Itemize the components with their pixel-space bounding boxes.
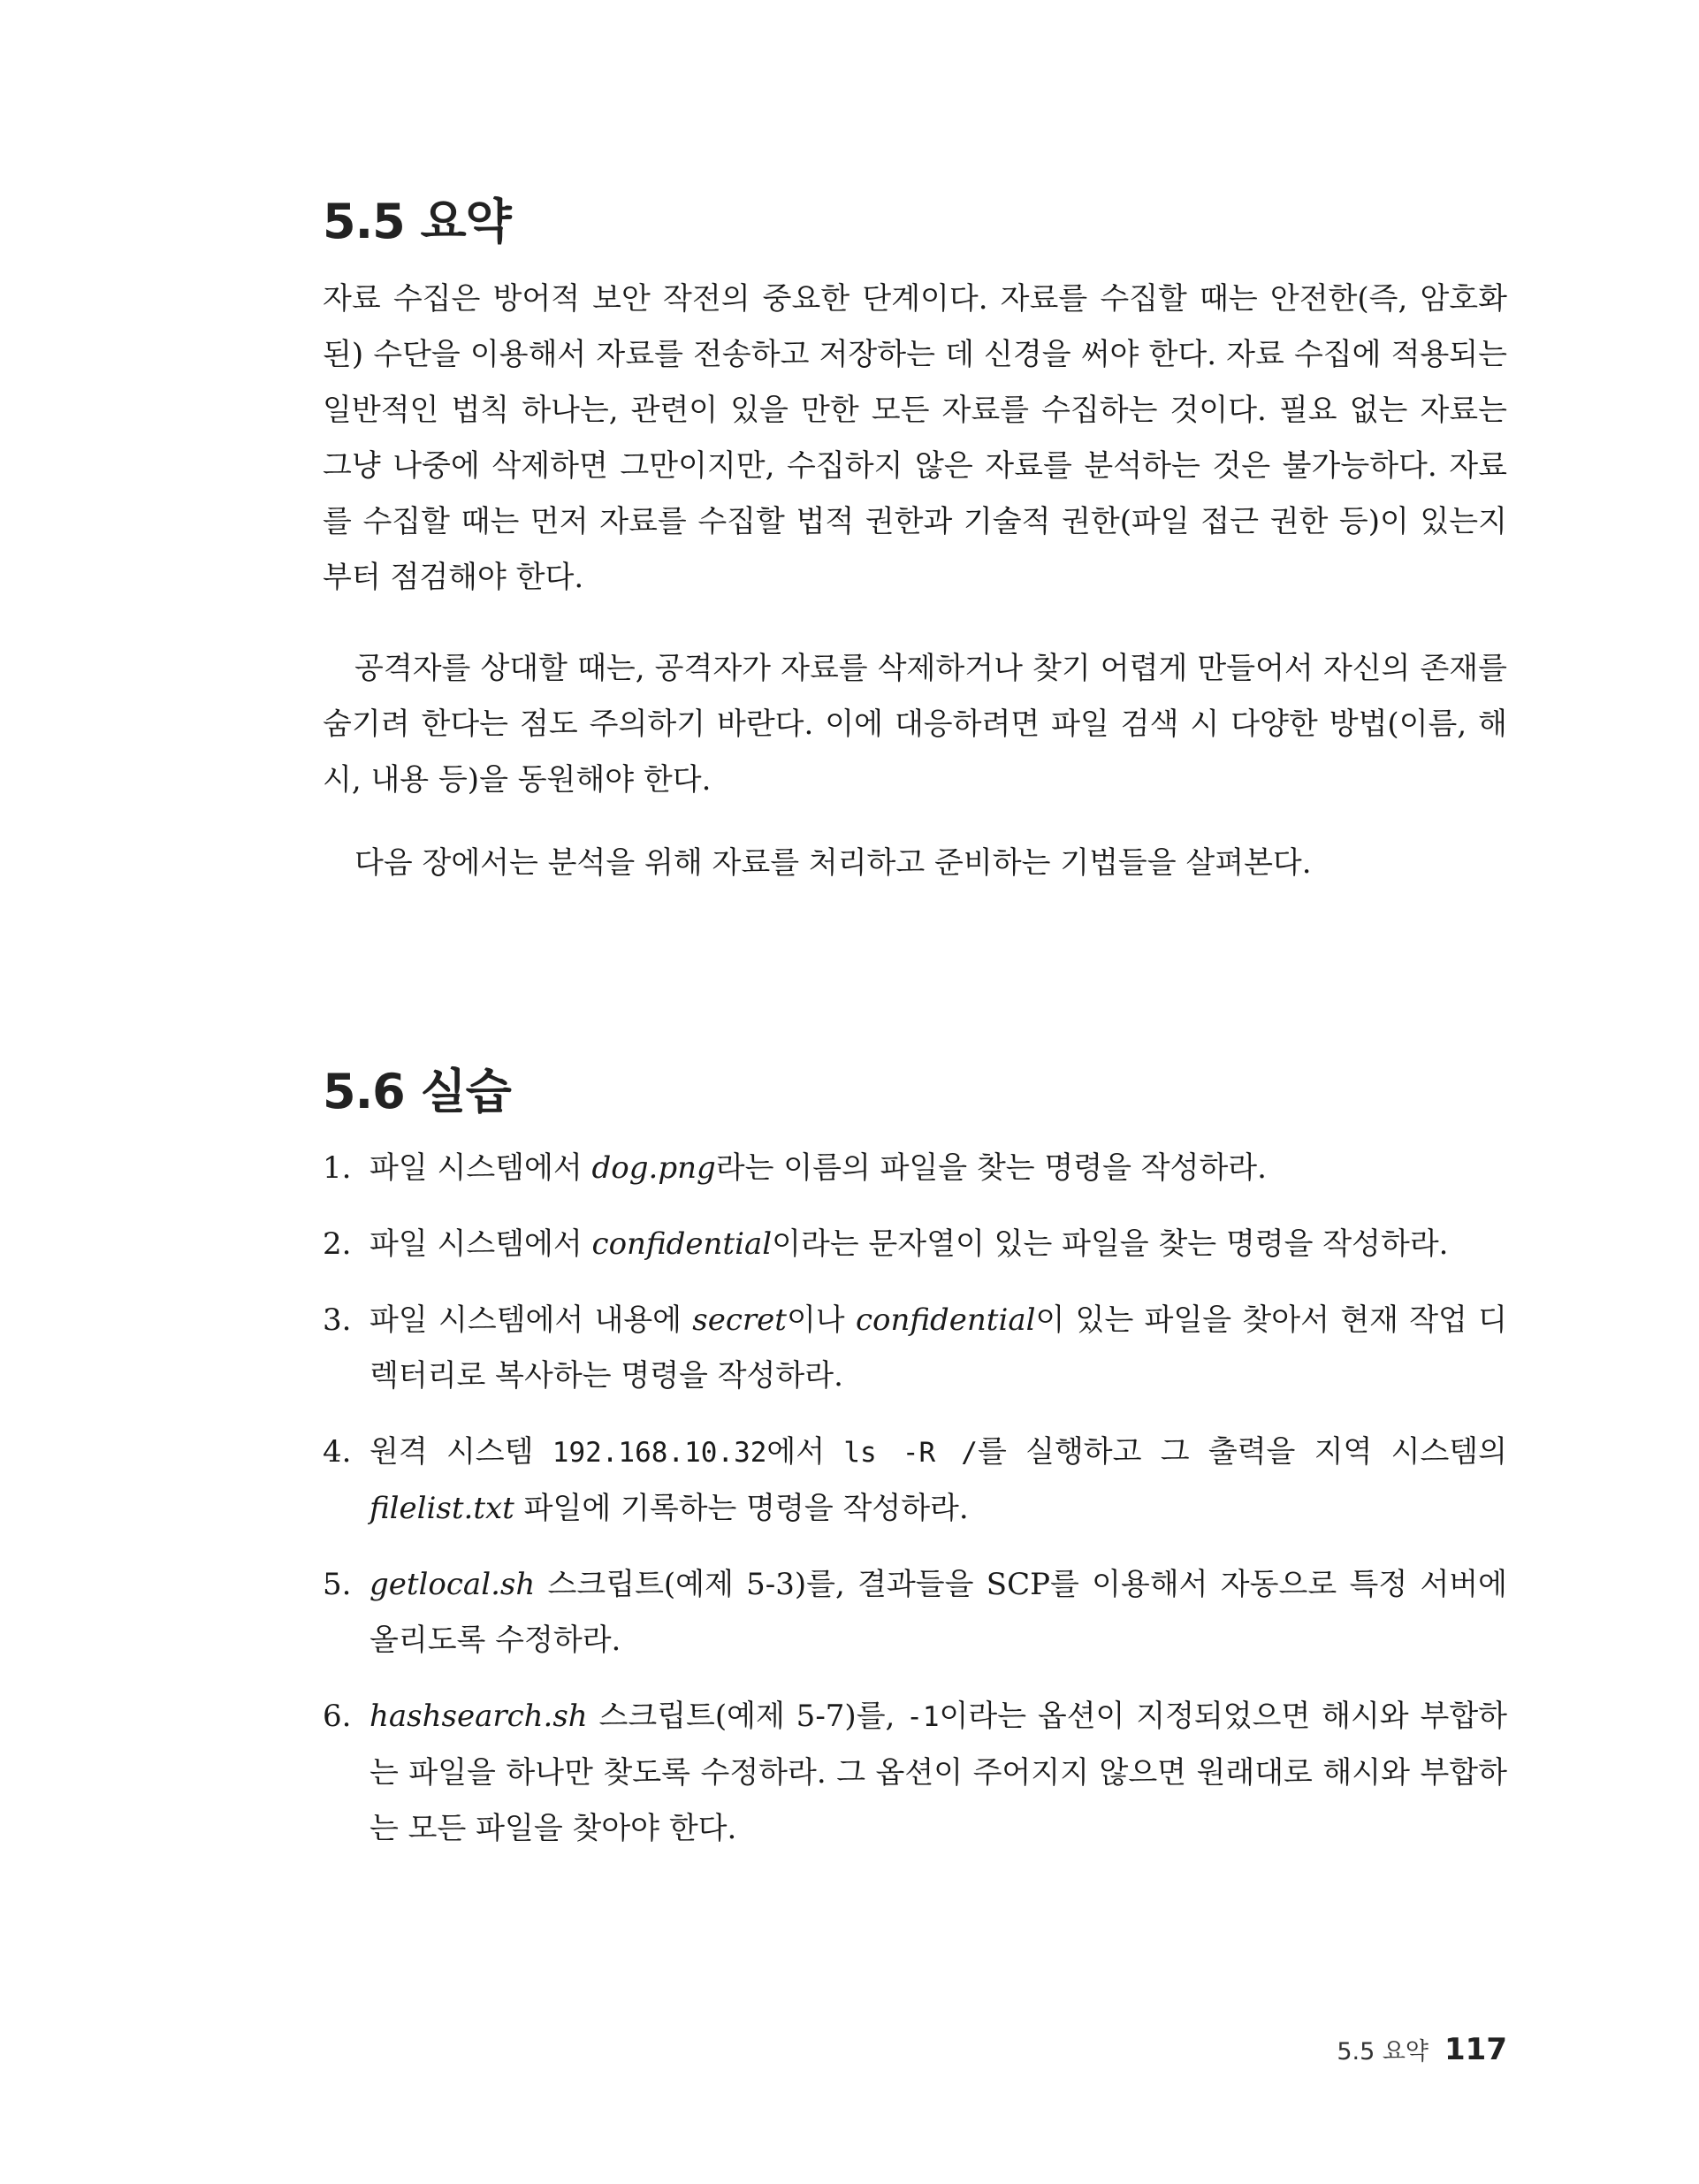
keyword-term: confidential <box>591 1226 773 1262</box>
filename-term: dog.png <box>591 1150 716 1186</box>
exercise-number: 1. <box>323 1150 352 1186</box>
page-number: 117 <box>1444 2032 1507 2067</box>
exercise-text: 이라는 옵션이 지정되었으면 해시와 부합하는 파일을 하나만 찾도록 수정하라. 그 옵션이 주어지지 않으면 원래대로 해시와 부합하는 모든 파일을 찾아야 한다. <box>370 1699 1508 1846</box>
exercise-item-5 <box>323 1557 1507 1669</box>
exercise-item-3 <box>323 1293 1507 1404</box>
exercise-number: 6. <box>323 1699 352 1734</box>
exercise-text: 파일 시스템에서 <box>370 1226 592 1262</box>
option-code: -1 <box>906 1701 940 1733</box>
summary-paragraph-3: 다음 장에서는 분석을 위해 자료를 처리하고 준비하는 기법들을 살펴본다. <box>354 845 1312 881</box>
summary-paragraph-1: 자료 수집은 방어적 보안 작전의 중요한 단계이다. 자료를 수집할 때는 안전한(즉, 암호화된) 수단을 이용해서 자료를 전송하고 저장하는 데 신경을 써야 한다. 자료 수집에 적용되는 일반적인 법칙 하나는, 관련이 있을 만한 모든 자료를 수집하는 것이다. 필요 없는 자료는 그냥 나중에 삭제하면 그만이지만, 수집하지 않은 자료를 분석하는 것은 불가능하다. 자료를 수집할 때는 먼저 자료를 수집할 법적 권한과 기술적 권한(파일 접근 권한 등)이 있는지부터 점검해야 한다. <box>323 281 1507 595</box>
exercise-number: 3. <box>323 1302 352 1338</box>
exercise-text: 라는 이름의 파일을 찾는 명령을 작성하라. <box>715 1150 1267 1186</box>
exercise-text: 스크립트(예제 5-3)를, 결과들을 SCP를 이용해서 자동으로 특정 서버에 올리도록 수정하라. <box>370 1567 1507 1658</box>
exercise-text: 이나 <box>786 1302 856 1338</box>
summary-paragraph-2: 공격자를 상대할 때는, 공격자가 자료를 삭제하거나 찾기 어렵게 만들어서 자신의 존재를 숨기려 한다는 점도 주의하기 바란다. 이에 대응하려면 파일 검색 시 다양한 방법(이름, 해시, 내용 등)을 동원해야 한다. <box>323 651 1507 798</box>
keyword-term: secret <box>692 1302 787 1338</box>
exercise-item-6 <box>323 1689 1507 1857</box>
keyword-term: confidential <box>855 1302 1036 1338</box>
section-heading-practice: 5.6 실습 <box>323 1064 511 1119</box>
exercise-item-2 <box>323 1217 1507 1272</box>
ip-address-code: 192.168.10.32 <box>552 1437 767 1469</box>
exercise-item-4 <box>323 1424 1507 1537</box>
exercise-list <box>323 1141 1507 1877</box>
filename-term: filelist.txt <box>370 1491 514 1526</box>
exercise-text: 스크립트(예제 5-7)를, <box>587 1699 907 1734</box>
command-code: ls -R / <box>843 1437 978 1469</box>
page-footer <box>1337 2032 1507 2067</box>
exercise-text: 원격 시스템 <box>370 1434 552 1470</box>
exercise-text: 이라는 문자열이 있는 파일을 찾는 명령을 작성하라. <box>772 1226 1449 1262</box>
running-head: 5.5 요약 <box>1337 2038 1429 2066</box>
exercise-item-1 <box>323 1141 1507 1196</box>
exercise-number: 2. <box>323 1226 352 1262</box>
exercise-text: 에서 <box>766 1434 844 1470</box>
exercise-text: 파일에 기록하는 명령을 작성하라. <box>514 1491 969 1526</box>
script-name-term: hashsearch.sh <box>370 1699 588 1734</box>
exercise-text: 이 있는 파일을 찾아서 현재 작업 디렉터리로 복사하는 명령을 작성하라. <box>370 1302 1508 1394</box>
section-heading-summary: 5.5 요약 <box>323 194 511 249</box>
exercise-text: 를 실행하고 그 출력을 지역 시스템의 <box>977 1434 1507 1470</box>
exercise-text: 파일 시스템에서 내용에 <box>370 1302 693 1338</box>
exercise-number: 4. <box>323 1434 352 1470</box>
script-name-term: getlocal.sh <box>370 1567 536 1602</box>
exercise-text: 파일 시스템에서 <box>370 1150 592 1186</box>
exercise-number: 5. <box>323 1567 352 1602</box>
